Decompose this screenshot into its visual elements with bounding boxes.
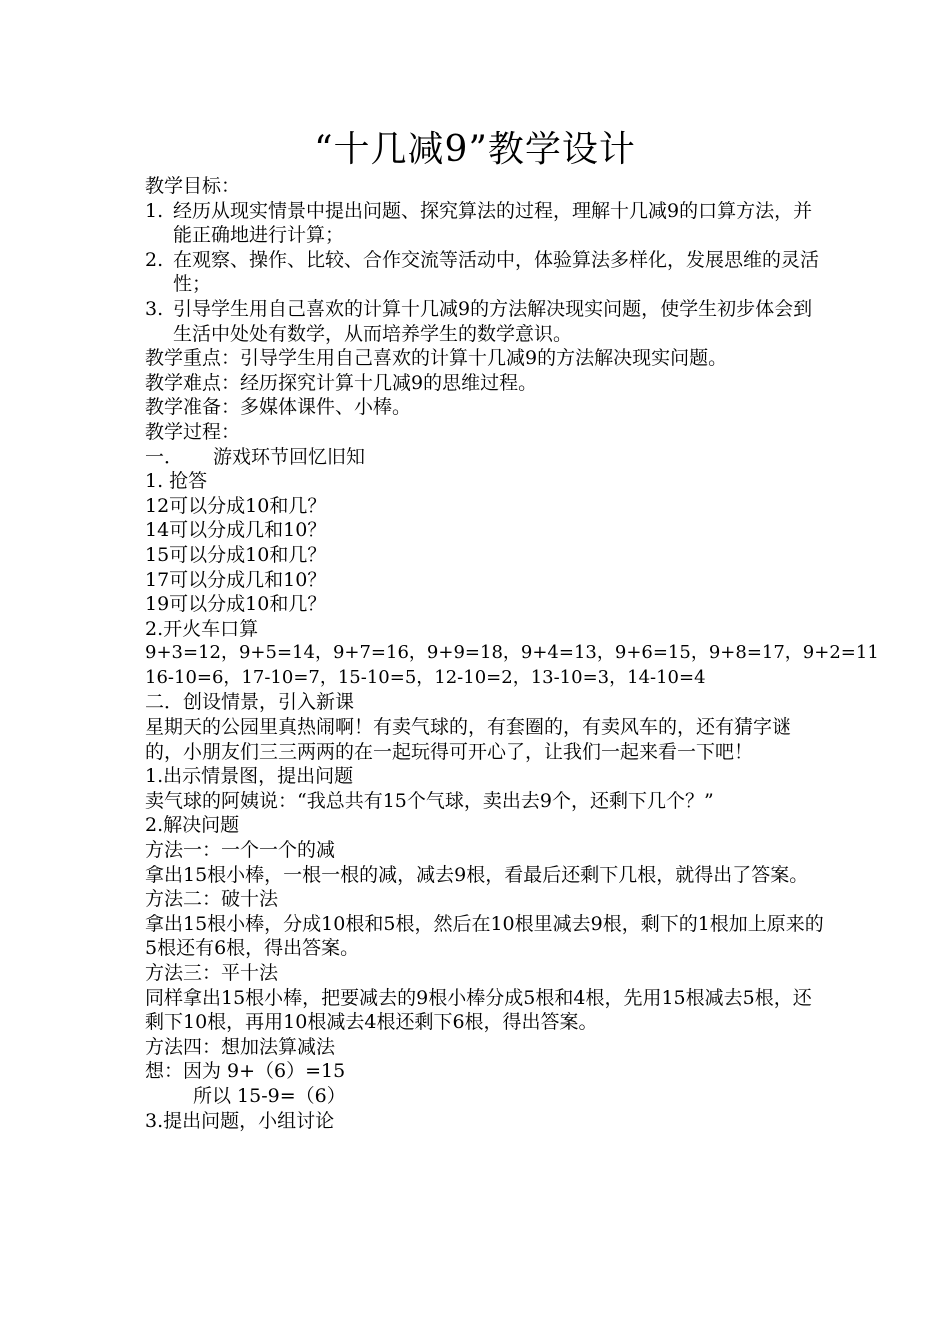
balloon-question: 卖气球的阿姨说：“我总共有15个气球，卖出去9个，还剩下几个？” [145,789,714,812]
calc-line-1: 9+3=12，9+5=14，9+7=16，9+9=18，9+4=13，9+6=15，9+8=17，9+2=11 [145,642,879,664]
part2-sub3: 3.提出问题，小组讨论 [145,1109,335,1132]
part1-heading-text: 游戏环节回忆旧知 [213,445,366,468]
question-item: 15可以分成10和几？ [145,543,327,566]
method2-text: 拿出15根小棒，分成10根和5根，然后在10根里减去9根，剩下的1根加上原来的5根还有6根，得出答案。 [145,912,824,960]
calc-line-2: 16-10=6，17-10=7，15-10=5，12-10=2，13-10=3，14-10=4 [145,666,706,688]
part2-sub1: 1.出示情景图，提出问题 [145,765,354,788]
preparation: 教学准备：多媒体课件、小棒。 [145,396,412,419]
objective-number: 3. [145,297,164,320]
objective-number: 1. [145,199,164,222]
method1-title: 方法一：一个一个的减 [145,839,336,862]
part1-sub2: 2.开火车口算 [145,617,259,640]
question-item: 19可以分成10和几？ [145,593,327,616]
part2-sub2: 2.解决问题 [145,814,240,837]
question-item: 17可以分成几和10？ [145,568,327,591]
question-item: 14可以分成几和10？ [145,519,327,542]
objective-number: 2. [145,248,164,271]
key-point: 教学重点：引导学生用自己喜欢的计算十几减9的方法解决现实问题。 [145,347,728,370]
objective-item [145,248,825,297]
method4-title: 方法四：想加法算减法 [145,1035,336,1058]
think-line-1: 想：因为 9+（6）=15 [145,1060,346,1083]
objective-item [145,199,825,248]
objective-text: 经历从现实情景中提出问题、探究算法的过程，理解十几减9的口算方法，并能正确地进行计算； [173,199,813,247]
method3-text: 同样拿出15根小棒，把要减去的9根小棒分成5根和4根，先用15根减去5根，还剩下10根，再用10根减去4根还剩下6根，得出答案。 [145,986,812,1034]
question-item: 12可以分成10和几？ [145,494,327,517]
method1-text: 拿出15根小棒，一根一根的减，减去9根，看最后还剩下几根，就得出了答案。 [145,863,809,886]
method2-title: 方法二：破十法 [145,888,279,911]
part2-heading: 二．创设情景，引入新课 [145,691,355,714]
objective-item [145,297,825,346]
objective-text: 引导学生用自己喜欢的计算十几减9的方法解决现实问题，使学生初步体会到生活中处处有数学，从而培养学生的数学意识。 [173,297,813,345]
scene-paragraph: 星期天的公园里真热闹啊！有卖气球的，有套圈的，有卖风车的，还有猜字谜的，小朋友们三三两两的在一起玩得可开心了，让我们一起来看一下吧！ [145,716,792,763]
part1-sub1: 1. 抢答 [145,470,208,493]
document-title: “十几减9”教学设计 [314,129,636,170]
objective-text: 在观察、操作、比较、合作交流等活动中，体验算法多样化，发展思维的灵活性； [173,248,820,296]
process-heading: 教学过程： [145,420,241,443]
document-body [145,174,879,1133]
think-line-2: 所以 15-9=（6） [193,1084,346,1107]
part1-heading [145,445,825,470]
part1-heading-number: 一． [145,445,184,468]
difficulty: 教学难点：经历探究计算十几减9的思维过程。 [145,371,538,394]
objectives-heading: 教学目标： [145,175,241,197]
method3-title: 方法三：平十法 [145,962,279,984]
